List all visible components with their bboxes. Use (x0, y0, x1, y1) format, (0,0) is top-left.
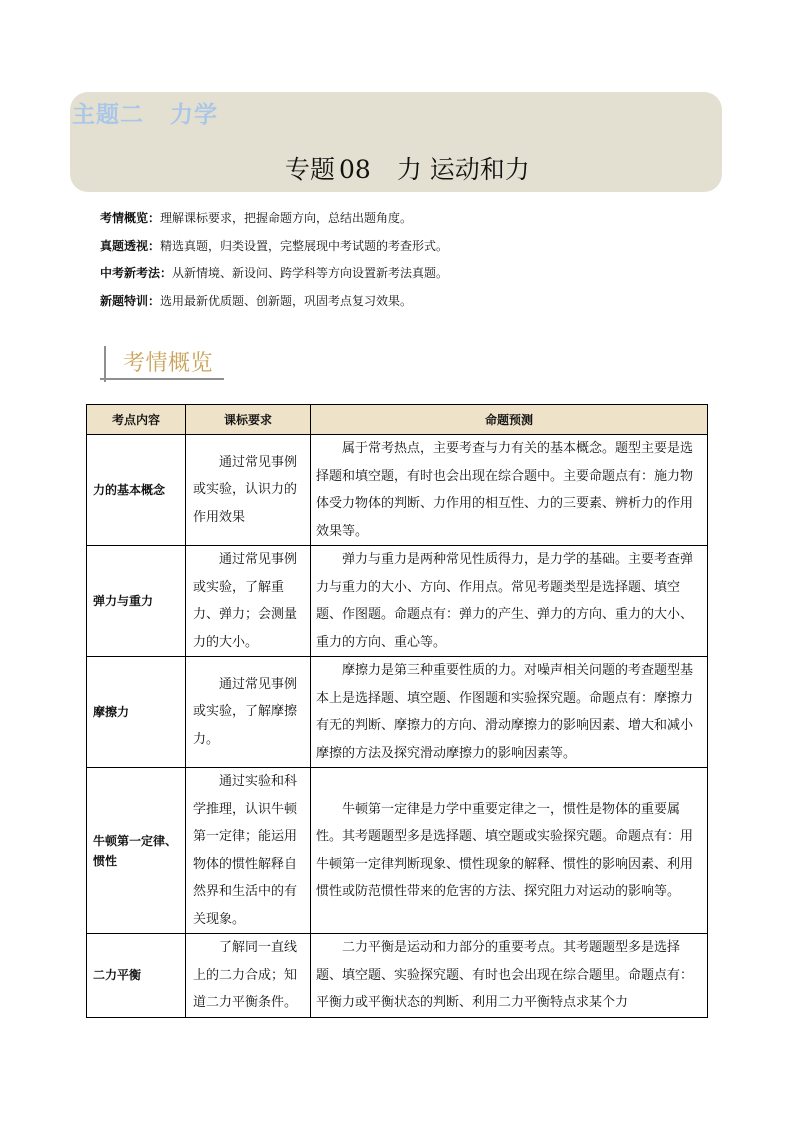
requirement-cell: 通过常见事例或实验，了解摩擦力。 (186, 657, 311, 768)
table-row (87, 657, 708, 768)
prediction-cell: 二力平衡是运动和力部分的重要考点。其考题题型多是选择题、填空题、实验探究题、有时也会出现在综合题里。命题点有：平衡力或平衡状态的判断、利用二力平衡特点求某个力 (311, 934, 708, 1018)
intro-text: 精选真题，归类设置，完整展现中考试题的考查形式。 (160, 238, 449, 253)
topic-cell: 力的基本概念 (87, 435, 186, 546)
table-row (87, 934, 708, 1018)
intro-line (100, 233, 710, 261)
requirement-cell: 通过实验和科学推理，认识牛顿第一定律；能运用物体的惯性解释自然界和生活中的有关现象。 (186, 768, 311, 934)
topic-cell: 二力平衡 (87, 934, 186, 1018)
topic-cell: 摩擦力 (87, 657, 186, 768)
prediction-cell: 属于常考热点，主要考查与力有关的基本概念。题型主要是选择题和填空题，有时也会出现在综合题中。主要命题点有：施力物体受力物体的判断、力作用的相互性、力的三要素、辨析力的作用效果等。 (311, 435, 708, 546)
prediction-cell: 牛顿第一定律是力学中重要定律之一，惯性是物体的重要属性。其考题题型多是选择题、填空题或实验探究题。命题点有：用牛顿第一定律判断现象、惯性现象的解释、惯性的影响因素、利用惯性或防范惯性带来的危害的方法、探究阻力对运动的影响等。 (311, 768, 708, 934)
intro-text: 选用最新优质题、创新题，巩固考点复习效果。 (160, 293, 413, 308)
table-header-row (87, 405, 708, 435)
topic-number: 08 (339, 155, 371, 184)
header-cell-requirement: 课标要求 (186, 405, 311, 435)
intro-text: 理解课标要求，把握命题方向，总结出题角度。 (160, 211, 413, 225)
intro-key: 中考新考法： (100, 266, 173, 280)
intro-line (100, 288, 710, 316)
requirement-cell: 通过常见事例或实验，了解重力、弹力；会测量力的大小。 (186, 546, 311, 657)
section-vertical-rule (104, 346, 106, 382)
theme-left: 主题二 (72, 102, 144, 128)
table-row (87, 435, 708, 546)
requirement-cell: 了解同一直线上的二力合成；知道二力平衡条件。 (186, 934, 311, 1018)
theme-title (72, 96, 218, 126)
prediction-cell: 摩擦力是第三种重要性质的力。对噪声相关问题的考查题型基本上是选择题、填空题、作图题和实验探究题。命题点有：摩擦力有无的判断、摩擦力的方向、滑动摩擦力的影响因素、增大和减小摩擦的方法及探究滑动摩擦力的影响因素等。 (311, 657, 708, 768)
intro-key: 新题特训： (100, 293, 161, 308)
topic-title (285, 150, 530, 184)
table-row (87, 768, 708, 934)
exam-overview-table (86, 404, 708, 1018)
intro-line (100, 260, 710, 288)
topic-cell: 牛顿第一定律、惯性 (87, 768, 186, 934)
table-row (87, 546, 708, 657)
intro-key: 真题透视： (100, 238, 161, 253)
intro-text: 从新情境、新设问、跨学科等方向设置新考法真题。 (172, 266, 449, 280)
theme-right: 力学 (170, 102, 218, 128)
header-cell-prediction: 命题预测 (311, 405, 708, 435)
section-title: 考情概览 (123, 351, 214, 376)
header-cell-topic: 考点内容 (87, 405, 186, 435)
section-heading (100, 342, 230, 384)
topic-cell: 弹力与重力 (87, 546, 186, 657)
topic-prefix: 专题 (285, 155, 336, 184)
intro-key: 考情概览： (100, 211, 161, 225)
intro-line (100, 205, 710, 233)
requirement-cell: 通过常见事例或实验，认识力的作用效果 (186, 435, 311, 546)
section-horizontal-rule (100, 378, 224, 380)
topic-name: 力 运动和力 (396, 155, 530, 184)
prediction-cell: 弹力与重力是两种常见性质得力，是力学的基础。主要考查弹力与重力的大小、方向、作用点。常见考题类型是选择题、填空题、作图题。命题点有：弹力的产生、弹力的方向、重力的大小、重力的方向、重心等。 (311, 546, 708, 657)
intro-block (100, 205, 710, 315)
